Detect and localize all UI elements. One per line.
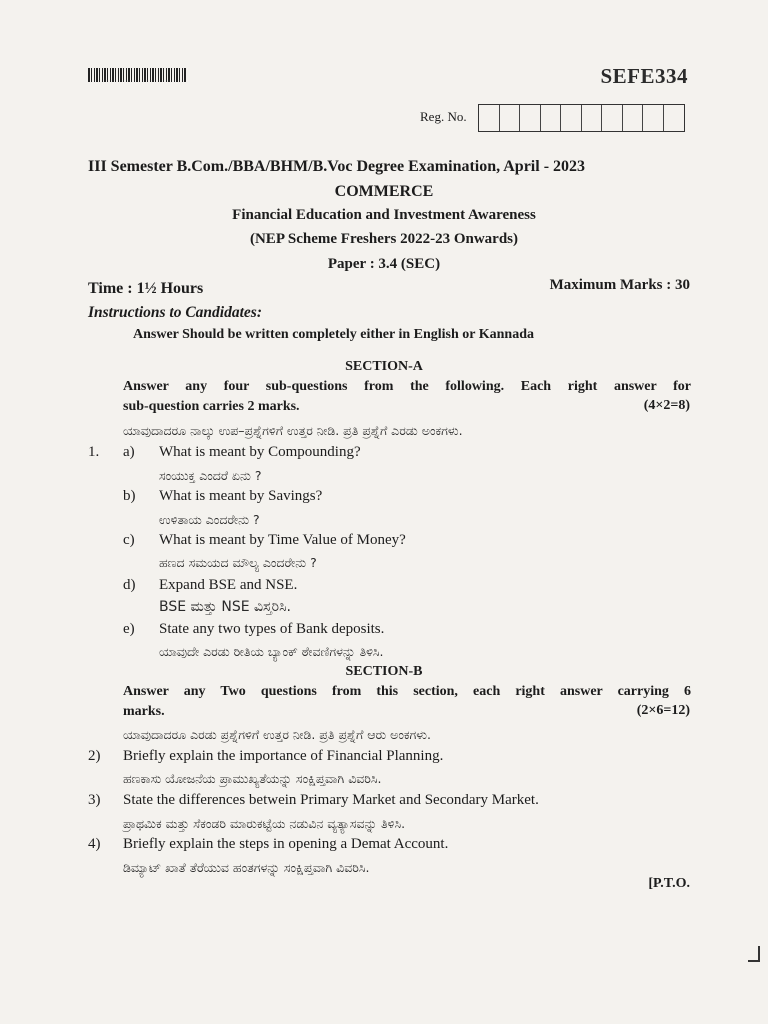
sub-question-kannada: BSE ಮತ್ತು NSE ವಿಸ್ತರಿಸಿ.	[159, 599, 291, 615]
section-a-kannada-instruction: ಯಾವುದಾದರೂ ನಾಲ್ಕು ಉಪ–ಪ್ರಶ್ನೆಗಳಿಗೆ ಉತ್ತರ ನೀಡಿ. ಪ್ರತಿ ಪ್ರಶ್ನೆಗೆ ಎರಡು ಅಂಕಗಳು.	[123, 423, 463, 438]
section-b-instruction-2: marks.	[123, 704, 165, 719]
reg-no-boxes	[478, 104, 685, 132]
reg-no-label: Reg. No.	[420, 109, 467, 124]
section-b-kannada-instruction: ಯಾವುದಾದರೂ ಎರಡು ಪ್ರಶ್ನೆಗಳಿಗೆ ಉತ್ತರ ನೀಡಿ. ಪ್ರತಿ ಪ್ರಶ್ನೆಗೆ ಆರು ಅಂಕಗಳು.	[123, 727, 431, 742]
time-allowed: Time : 1½ Hours	[88, 280, 204, 297]
sub-question-label: a)	[123, 444, 135, 460]
question-kannada: ಪ್ರಾಥಮಿಕ ಮತ್ತು ಸೆಕಂಡರಿ ಮಾರುಕಟ್ಟೆಯ ನಡುವಿನ ವ್ಯತ್ಯಾಸವನ್ನು ತಿಳಿಸಿ.	[123, 816, 406, 831]
question-text: State the differences betwein Primary Market and Secondary Market.	[123, 792, 539, 808]
sub-question-text: What is meant by Savings?	[159, 488, 323, 504]
scheme-title: (NEP Scheme Freshers 2022-23 Onwards)	[249, 231, 519, 247]
question-text: Briefly explain the importance of Financial Planning.	[123, 748, 444, 764]
barcode	[88, 68, 186, 82]
course-title: Financial Education and Investment Awareness	[232, 207, 536, 223]
question-number: 3)	[88, 792, 101, 808]
sub-question-kannada: ಉಳಿತಾಯ ಎಂದರೇನು ?	[159, 512, 260, 527]
section-a-marks: (4×2=8)	[643, 398, 690, 413]
question-number: 2)	[88, 748, 101, 764]
subject-title: COMMERCE	[334, 183, 434, 200]
question-text: Briefly explain the steps in opening a Demat Account.	[123, 836, 449, 852]
sub-question-label: e)	[123, 621, 135, 637]
exam-title: III Semester B.Com./BBA/BHM/B.Voc Degree Examination, April - 2023	[88, 158, 586, 175]
question-kannada: ಹಣಕಾಸು ಯೋಜನೆಯ ಪ್ರಾಮುಖ್ಯತೆಯನ್ನು ಸಂಕ್ಷಿಪ್ತವಾಗಿ ವಿವರಿಸಿ.	[123, 771, 382, 786]
sub-question-label: b)	[123, 488, 136, 504]
sub-question-label: c)	[123, 532, 135, 548]
section-b-instruction: Answer any Two questions from this section, each right answer carrying 6	[123, 684, 691, 699]
section-a-instruction: Answer any four sub-questions from the following. Each right answer for	[123, 379, 691, 394]
paper-number: Paper : 3.4 (SEC)	[327, 256, 441, 272]
instruction-text: Answer Should be written completely either in English or Kannada	[133, 327, 534, 342]
pto-label: [P.T.O.	[648, 876, 690, 891]
section-b-heading: SECTION-B	[345, 664, 423, 679]
sub-question-text: State any two types of Bank deposits.	[159, 621, 385, 637]
paper-code: SEFE334	[600, 64, 688, 88]
maximum-marks: Maximum Marks : 30	[549, 277, 690, 293]
sub-question-text: Expand BSE and NSE.	[159, 577, 298, 593]
sub-question-kannada: ಹಣದ ಸಮಯದ ಮೌಲ್ಯ ಎಂದರೇನು ?	[159, 555, 317, 570]
instructions-label: Instructions to Candidates:	[88, 304, 262, 321]
sub-question-label: d)	[123, 577, 136, 593]
sub-question-kannada: ಯಾವುದೇ ಎರಡು ರೀತಿಯ ಬ್ಯಾಂಕ್ ಠೇವಣಿಗಳನ್ನು ತಿಳಿಸಿ.	[159, 644, 384, 659]
sub-question-text: What is meant by Compounding?	[159, 444, 361, 460]
section-a-instruction-2: sub-question carries 2 marks.	[123, 399, 300, 414]
question-number: 4)	[88, 836, 101, 852]
corner-mark	[748, 960, 760, 962]
sub-question-kannada: ಸಂಯುಕ್ತ ಎಂದರೆ ಏನು ?	[159, 468, 262, 483]
section-a-heading: SECTION-A	[345, 359, 423, 374]
section-b-marks: (2×6=12)	[636, 703, 690, 718]
sub-question-text: What is meant by Time Value of Money?	[159, 532, 406, 548]
question-kannada: ಡಿಮ್ಯಾಟ್ ಖಾತೆ ತೆರೆಯುವ ಹಂತಗಳನ್ನು ಸಂಕ್ಷಿಪ್ತವಾಗಿ ವಿವರಿಸಿ.	[123, 860, 370, 875]
question-number: 1.	[88, 444, 100, 460]
